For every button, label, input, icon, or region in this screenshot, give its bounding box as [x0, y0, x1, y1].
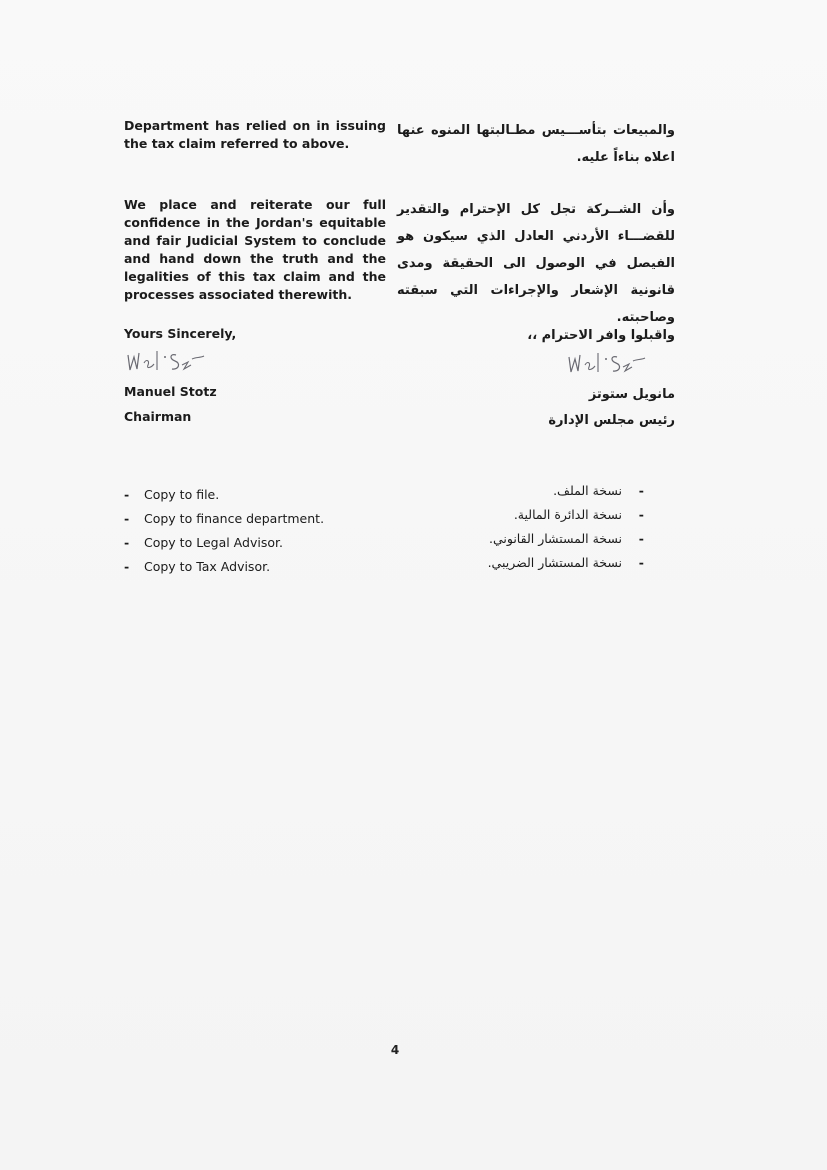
list-item	[394, 551, 644, 575]
list-item	[394, 479, 644, 503]
english-paragraph-2: We place and reiterate our full confidence in the Jordan's equitable and fair Judicial System to conclude and hand down the truth and the legalities of this tax claim and the processes associated therewith.	[124, 197, 386, 302]
signature-arabic	[565, 345, 660, 377]
copy-item-text: Copy to Legal Advisor.	[144, 535, 283, 550]
english-signatory-name: Manuel Stotz	[124, 384, 217, 399]
list-item	[124, 531, 404, 555]
list-marker: -	[638, 555, 644, 570]
arabic-signatory-name: مانويل ستوتز	[588, 387, 675, 402]
list-item	[124, 483, 404, 507]
list-marker: -	[124, 535, 130, 550]
english-paragraph-1: Department has relied on in issuing the tax claim referred to above.	[124, 118, 386, 151]
list-item	[394, 503, 644, 527]
list-marker: -	[638, 507, 644, 522]
arabic-paragraph-1: والمبيعات بتأســـيس مطـالبتها المنوه عنها اعلاه بناءاً عليه.	[397, 123, 675, 165]
copy-item-text: نسخة الدائرة المالية.	[513, 507, 622, 522]
list-marker: -	[638, 531, 644, 546]
english-closing: Yours Sincerely,	[124, 326, 237, 341]
copy-item-text: Copy to finance department.	[144, 511, 325, 526]
list-marker: -	[124, 511, 130, 526]
list-marker: -	[124, 487, 130, 502]
english-copy-list	[124, 483, 404, 579]
page-number: 4	[390, 1043, 400, 1057]
english-signatory-title: Chairman	[124, 409, 192, 424]
list-item	[394, 527, 644, 551]
copy-item-text: نسخة المستشار الضريبي.	[487, 555, 622, 570]
copy-item-text: نسخة المستشار القانوني.	[489, 531, 622, 546]
list-item	[124, 507, 404, 531]
copy-item-text: Copy to Tax Advisor.	[144, 559, 271, 574]
copy-item-text: Copy to file.	[144, 487, 220, 502]
arabic-signatory-title: رئيس مجلس الإدارة	[548, 413, 675, 428]
arabic-paragraph-2: وأن الشــركة تجل كل الإحترام والتقدير للقضـــاء الأردني العادل الذي سيكون هو الفيصل في الوصول الى الحقيقة ومدى قانونية الإشعار والإجراءات التي سبقته وصاحبته.	[397, 202, 675, 325]
list-item	[124, 555, 404, 579]
list-marker: -	[638, 483, 644, 498]
arabic-copy-list	[394, 479, 644, 575]
copy-item-text: نسخة الملف.	[553, 483, 622, 498]
signature-english	[124, 343, 219, 375]
list-marker: -	[124, 559, 130, 574]
arabic-closing: واقبلوا وافر الاحترام ،،	[527, 328, 675, 343]
